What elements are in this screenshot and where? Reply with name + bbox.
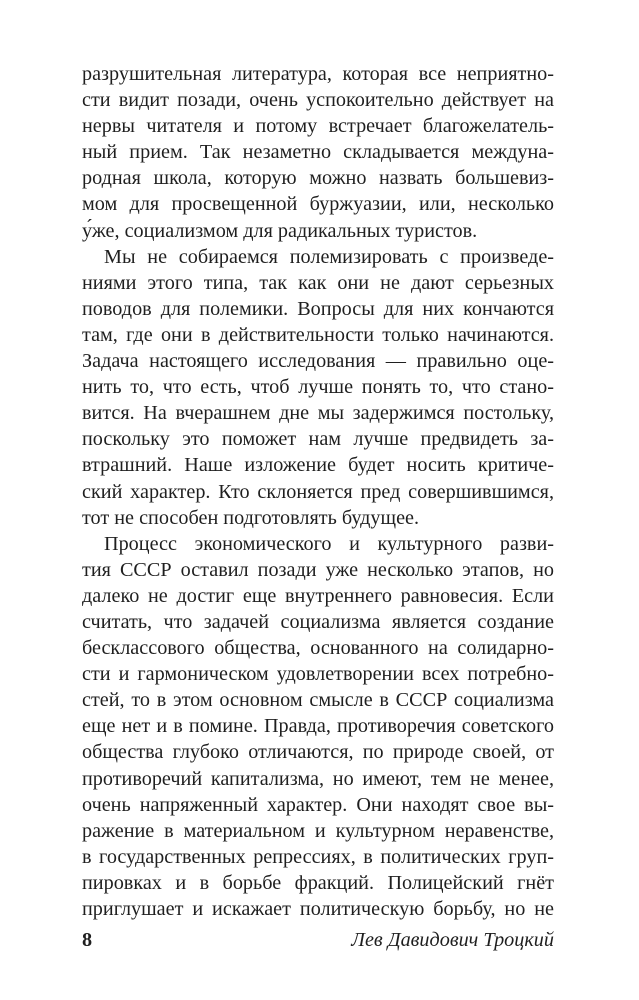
text-line: тот не способен подготовлять будущее. bbox=[82, 506, 420, 529]
text-line: ский характер. Кто склоняется пред совершившимся, bbox=[82, 480, 554, 503]
text-line: в государственных репрессиях, в политических груп- bbox=[82, 845, 554, 868]
text-line: вится. На вчерашнем дне мы задержимся постольку, bbox=[82, 402, 554, 425]
text-line: родная школа, которую можно назвать большевиз- bbox=[82, 167, 554, 190]
text-line: очень напряженный характер. Они находят свое вы- bbox=[82, 793, 554, 816]
text-line: ный прием. Так незаметно складывается междуна- bbox=[82, 141, 554, 164]
text-line: ниями этого типа, так как они не дают серьезных bbox=[82, 271, 554, 294]
text-line: приглушает и искажает политическую борьбу, но не bbox=[82, 898, 554, 920]
text-line: нить то, что есть, чтоб лучше понять то, что стано- bbox=[82, 376, 554, 399]
text-line: тия СССР оставил позади уже несколько этапов, но bbox=[82, 558, 554, 581]
text-line: у́же, социализмом для радикальных туристов. bbox=[82, 219, 478, 242]
text-line: сти видит позади, очень успокоительно действует на bbox=[82, 89, 554, 112]
text-line: Процесс экономического и культурного разви- bbox=[104, 532, 554, 555]
text-line: считать, что задачей социализма является создание bbox=[82, 610, 554, 633]
text-line: втрашний. Наше изложение будет носить критиче- bbox=[82, 454, 554, 477]
text-line: Мы не собираемся полемизировать с произведе- bbox=[104, 245, 554, 268]
text-line: общества глубоко отличаются, по природе своей, от bbox=[82, 741, 554, 764]
text-line: противоречий капитализма, но имеют, тем не менее, bbox=[82, 767, 554, 790]
text-line: мом для просвещенной буржуазии, или, несколько bbox=[82, 193, 554, 216]
text-line: далеко не достиг еще внутреннего равновесия. Если bbox=[82, 584, 554, 607]
running-footer-author: Лев Давидович Троцкий bbox=[351, 929, 554, 951]
text-line: стей, то в этом основном смысле в СССР социализма bbox=[82, 689, 554, 712]
text-line: еще нет и в помине. Правда, противоречия советского bbox=[82, 715, 554, 738]
text-line: разрушительная литература, которая все неприятно- bbox=[82, 63, 554, 85]
page-number: 8 bbox=[82, 929, 93, 951]
text-line: сти и гармоническом удовлетворении всех потребно- bbox=[82, 663, 554, 686]
text-line: там, где они в действительности только начинаются. bbox=[82, 323, 554, 346]
text-line: Задача настоящего исследования — правильно оце- bbox=[82, 350, 554, 373]
text-line: нервы читателя и потому встречает благожелатель- bbox=[82, 115, 554, 138]
text-line: пировках и в борьбе фракций. Полицейский гнёт bbox=[82, 871, 554, 894]
body-text bbox=[82, 61, 554, 922]
text-line: бесклассового общества, основанного на солидарно- bbox=[82, 637, 554, 660]
text-line: ражение в материальном и культурном неравенстве, bbox=[82, 819, 554, 842]
text-line: поскольку это поможет нам лучше предвидеть за- bbox=[82, 428, 554, 451]
text-line: поводов для полемики. Вопросы для них кончаются bbox=[82, 297, 554, 320]
